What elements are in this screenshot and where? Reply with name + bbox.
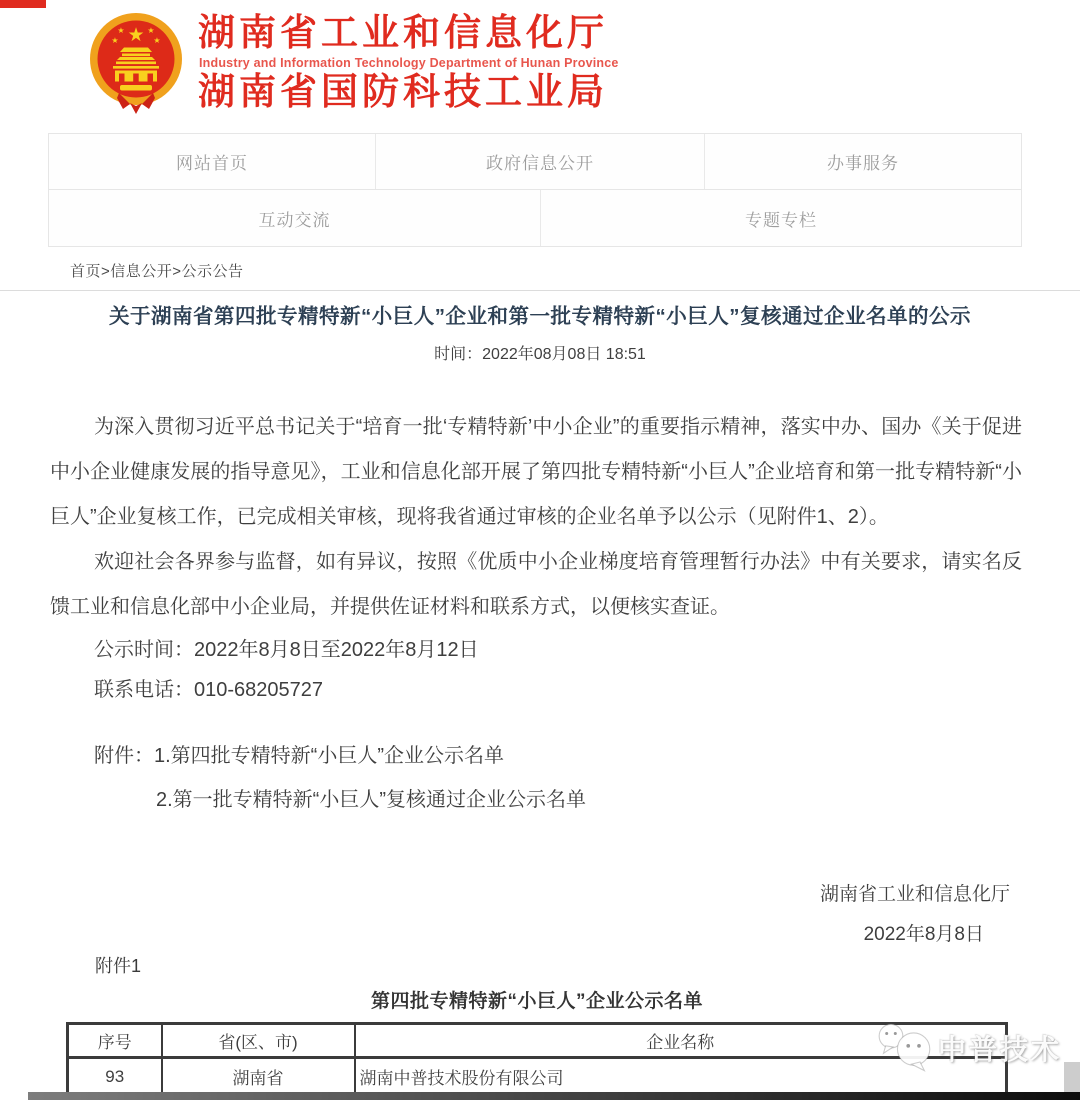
cell-company: 湖南中普技术股份有限公司: [355, 1058, 1007, 1096]
nav-row-2: [49, 190, 1021, 246]
cell-index: 93: [68, 1058, 162, 1096]
nav-item-home[interactable]: 网站首页: [49, 134, 376, 189]
paragraph-2: 欢迎社会各界参与监督，如有异议，按照《优质中小企业梯度培育管理暂行办法》中有关要求，请实名反馈工业和信息化部中小企业局，并提供佐证材料和联系方式，以便核实查证。: [50, 551, 1022, 618]
signature-org: 湖南省工业和信息化厅: [819, 884, 1010, 905]
national-emblem-icon: [86, 10, 186, 114]
attachment-item-2: 2.第一批专精特新“小巨人”复核通过企业公示名单: [156, 789, 586, 811]
attachment-1-title: 1.第四批专精特新“小巨人”企业公示名单: [154, 745, 504, 767]
page-title: 关于湖南省第四批专精特新“小巨人”企业和第一批专精特新“小巨人”复核通过企业名单的公示: [109, 305, 971, 328]
right-edge-block: [1064, 1062, 1080, 1092]
nav-item-gov-info[interactable]: 政府信息公开: [376, 134, 705, 189]
signature-date: 2022年8月8日: [863, 924, 984, 945]
signature-block: [820, 875, 1010, 955]
attachment-list: [50, 734, 1022, 822]
col-header-province: 省(区、市): [162, 1024, 355, 1058]
contact-phone: 联系电话：010-68205727: [94, 679, 324, 701]
org-name-english: Industry and Information Technology Department of Hunan Province: [199, 55, 619, 70]
svg-text:★: ★: [153, 36, 161, 45]
attachments-label: 附件：: [94, 745, 154, 767]
org-name-primary: 湖南省工业和信息化厅: [198, 12, 608, 53]
org-names: [198, 10, 619, 112]
attachment-item-1: [50, 734, 1022, 778]
nav-row-1: [49, 134, 1021, 190]
annex-table-title: 第四批专精特新“小巨人”企业公示名单: [370, 991, 703, 1012]
cell-province: 湖南省: [162, 1058, 355, 1096]
svg-text:★: ★: [117, 26, 125, 35]
site-header: [86, 10, 619, 114]
company-table: [66, 1022, 1008, 1097]
publish-time: 时间：2022年08月08日 18:51: [434, 346, 646, 363]
watermark-text: 中普技术: [938, 1034, 1063, 1065]
breadcrumb[interactable]: 首页>信息公开>公示公告: [70, 263, 244, 280]
breadcrumb-divider: [0, 290, 1080, 291]
corner-red-strip: [0, 0, 46, 8]
table-row: [68, 1058, 1007, 1096]
table-header-row: [68, 1024, 1007, 1058]
svg-text:★: ★: [111, 36, 119, 45]
org-name-secondary: 湖南省国防科技工业局: [198, 70, 608, 112]
nav-item-services[interactable]: 办事服务: [827, 154, 899, 173]
paragraph-1: 为深入贯彻习近平总书记关于“培育一批‘专精特新’中小企业”的重要指示精神，落实中办、国办《关于促进中小企业健康发展的指导意见》，工业和信息化部开展了第四批专精特新“小巨人”企业培育和第一批专精特新“小巨人”企业复核工作，已完成相关审核，现将我省通过审核的企业名单予以公示（见附件1、2）。: [50, 416, 1022, 528]
article-body: [50, 405, 1022, 822]
col-header-index: 序号: [68, 1024, 162, 1058]
nav-item-special-columns[interactable]: 专题专栏: [745, 210, 817, 230]
main-nav: [48, 133, 1022, 247]
nav-item-interaction[interactable]: 互动交流: [49, 190, 541, 246]
notice-period: 公示时间：2022年8月8日至2022年8月12日: [94, 639, 479, 661]
svg-text:★: ★: [147, 26, 155, 35]
bottom-dark-bar: [28, 1092, 1080, 1100]
svg-text:★: ★: [127, 25, 145, 46]
annex-label: 附件1: [95, 956, 142, 976]
col-header-company: 企业名称: [355, 1024, 1007, 1058]
